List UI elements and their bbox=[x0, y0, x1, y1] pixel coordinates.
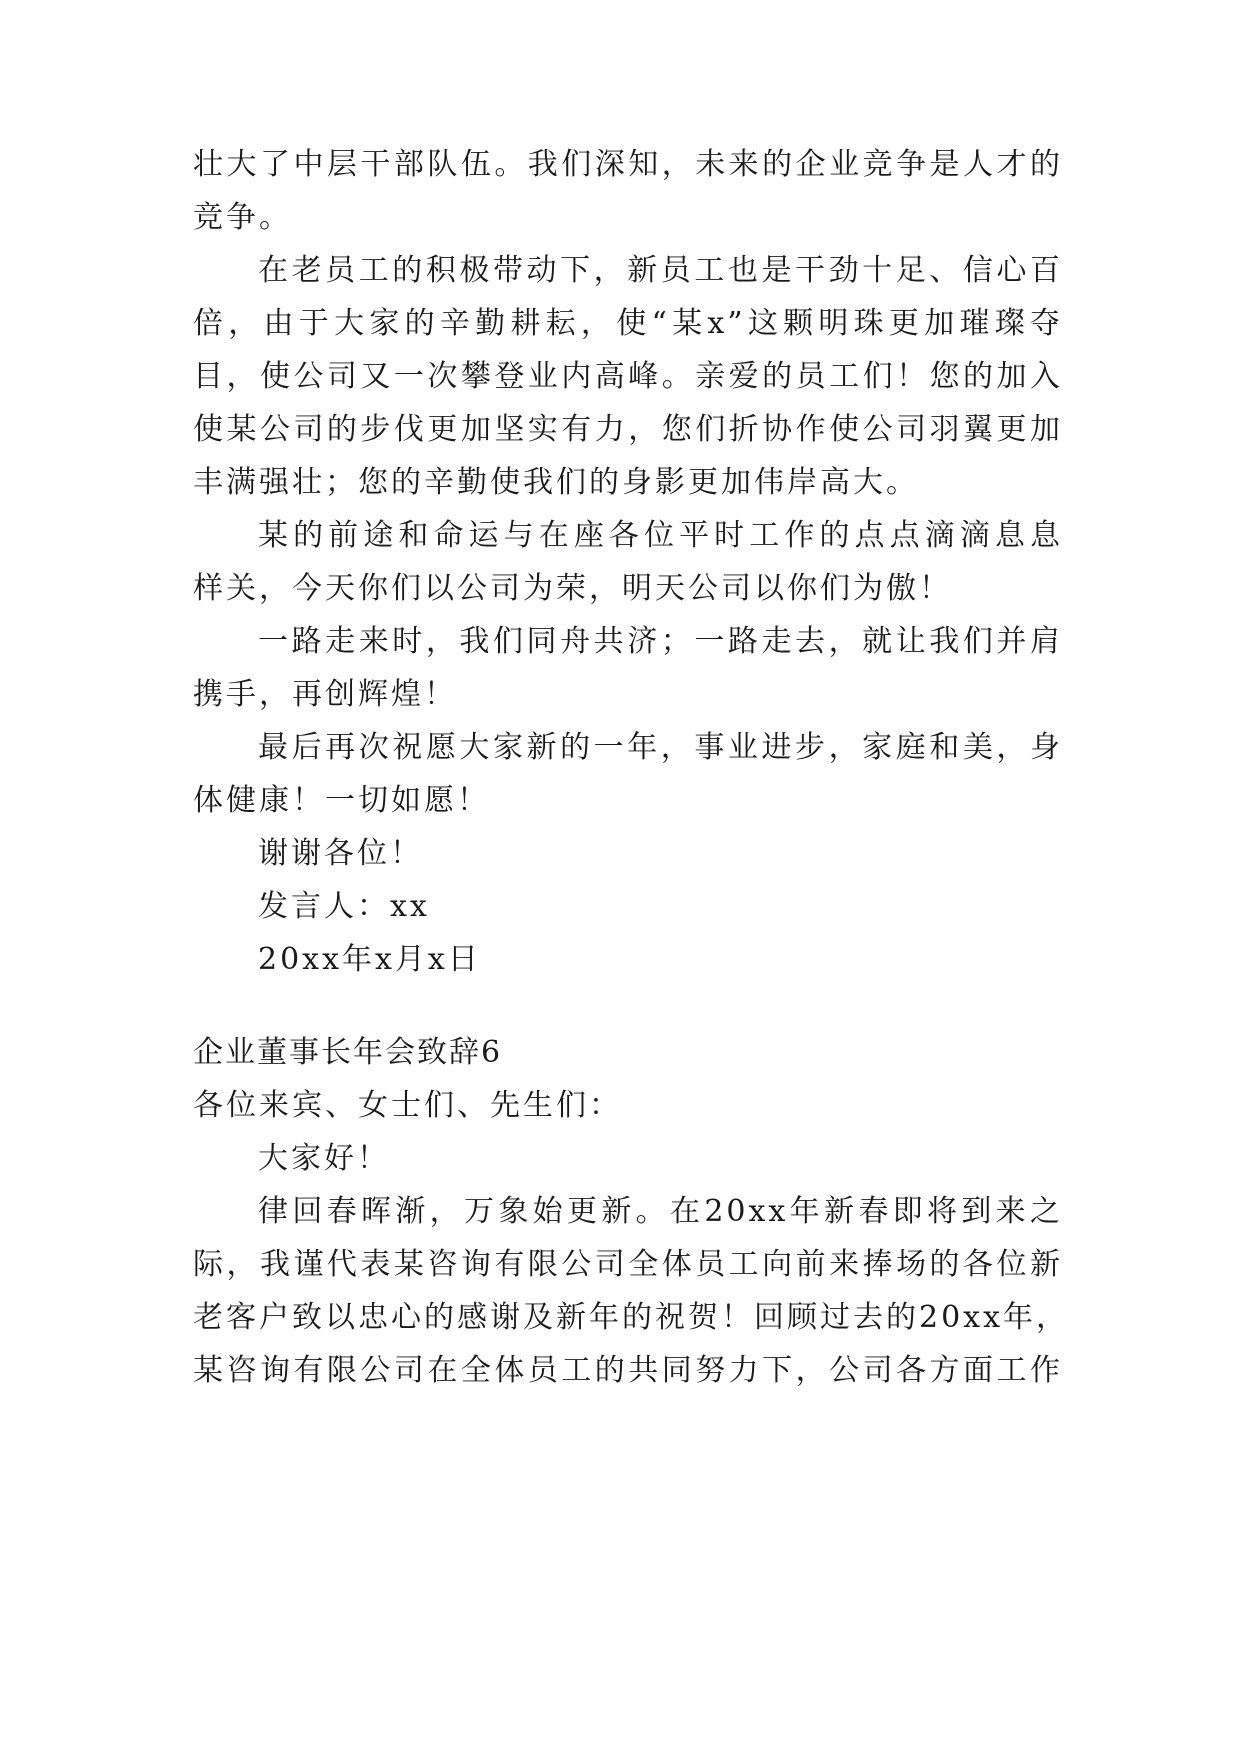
text-line: 竞争。 bbox=[193, 200, 292, 235]
text-line: 际，我谨代表某咨询有限公司全体员工向前来捧场的各位新 bbox=[193, 1247, 1063, 1282]
text-line: 目，使公司又一次攀登业内高峰。亲爱的员工们！您的加入 bbox=[193, 359, 1063, 394]
greeting: 大家好！ bbox=[258, 1141, 390, 1176]
text-line: 壮大了中层干部队伍。我们深知，未来的企业竞争是人才的 bbox=[193, 147, 1063, 182]
text-line: 谢谢各位！ bbox=[258, 836, 423, 871]
text-line: 老客户致以忠心的感谢及新年的祝贺！回顾过去的20xx年， bbox=[193, 1300, 1070, 1335]
text-line: 最后再次祝愿大家新的一年，事业进步，家庭和美，身 bbox=[258, 730, 1063, 765]
text-line: 丰满强壮；您的辛勤使我们的身影更加伟岸高大。 bbox=[193, 465, 919, 500]
text-line: 在老员工的积极带动下，新员工也是干劲十足、信心百 bbox=[258, 253, 1063, 288]
text-line: 携手，再创辉煌！ bbox=[193, 677, 457, 712]
text-line: 样关，今天你们以公司为荣，明天公司以你们为傲！ bbox=[193, 571, 952, 606]
date-line: 20xx年x月x日 bbox=[258, 942, 481, 977]
text-line: 体健康！一切如愿！ bbox=[193, 783, 490, 818]
text-line: 律回春晖渐，万象始更新。在20xx年新春即将到来之 bbox=[258, 1194, 1063, 1229]
text-line: 某咨询有限公司在全体员工的共同努力下，公司各方面工作 bbox=[193, 1353, 1063, 1388]
text-line: 一路走来时，我们同舟共济；一路走去，就让我们并肩 bbox=[258, 624, 1063, 659]
salutation: 各位来宾、女士们、先生们： bbox=[193, 1088, 622, 1123]
text-line: 某的前途和命运与在座各位平时工作的点点滴滴息息 bbox=[258, 518, 1063, 553]
section-title: 企业董事长年会致辞6 bbox=[193, 1035, 503, 1070]
text-line: 倍，由于大家的辛勤耕耘，使“某x”这颗明珠更加璀璨夺 bbox=[193, 306, 1063, 341]
text-line: 使某公司的步伐更加坚实有力，您们折协作使公司羽翼更加 bbox=[193, 412, 1063, 447]
speaker-line: 发言人：xx bbox=[258, 889, 430, 924]
